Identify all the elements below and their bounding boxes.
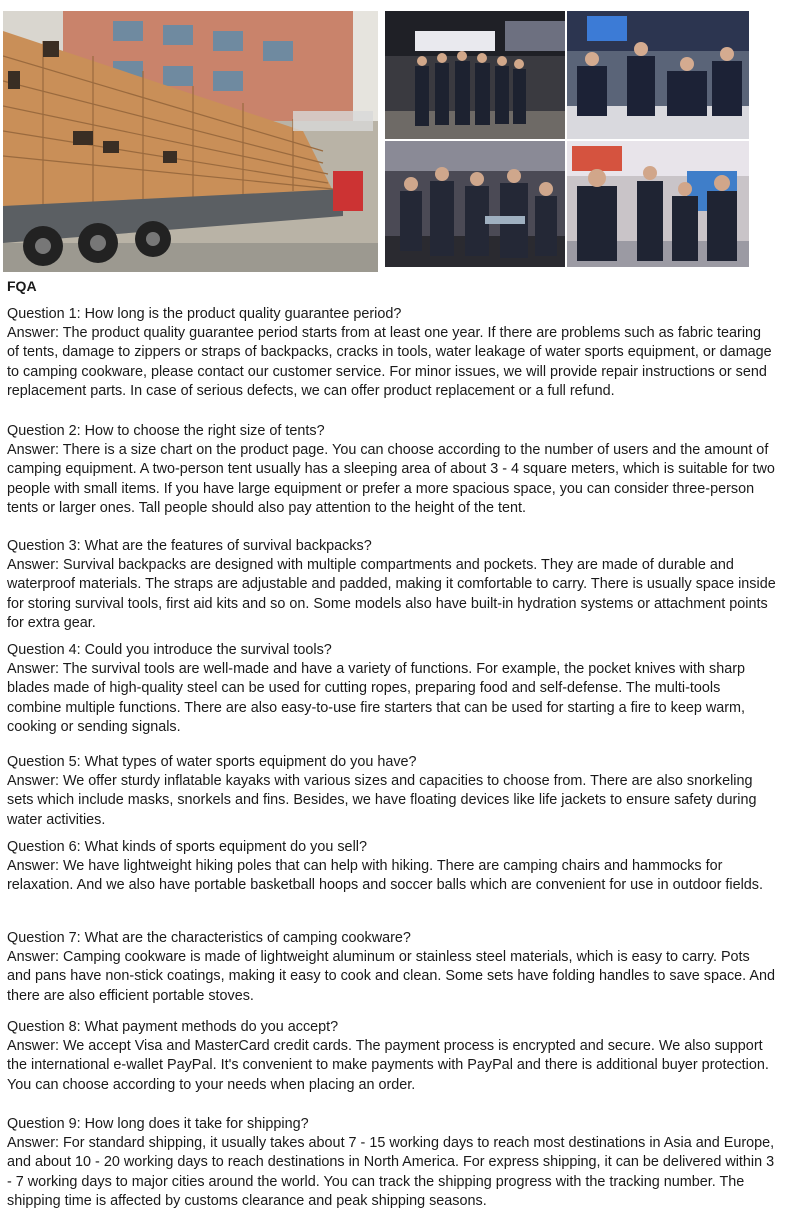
exhibition-crowd-photo bbox=[567, 141, 749, 267]
exhibition-group-photo bbox=[385, 11, 565, 139]
faq-item-6 bbox=[7, 838, 777, 896]
faq-item-5 bbox=[7, 753, 777, 830]
faq-question-1: Question 1: How long is the product quality guarantee period? bbox=[7, 306, 402, 322]
faq-answer-9: Answer: For standard shipping, it usually takes about 7 - 15 working days to reach most destinations in Asia and Europe, and about 10 - 20 working days to reach destinations in North America. For express shipping, it can be delivered within 3 - 7 working days to major cities around the world. You can track the shipping progress with the tracking number. The shipping time is affected by customs clearance and peak shipping seasons. bbox=[7, 1135, 775, 1209]
faq-answer-1: Answer: The product quality guarantee period starts from at least one year. If there are problems such as fabric tearing of tents, damage to zippers or straps of backpacks, cracks in tools, water leakage of water sports equipment, or damage to camping cookware, please contact our customer service. For minor issues, we will provide repair instructions or send replacement parts. In case of serious defects, we can offer product replacement or a full refund. bbox=[7, 325, 772, 399]
faq-question-6: Question 6: What kinds of sports equipment do you sell? bbox=[7, 839, 367, 855]
faq-item-4 bbox=[7, 641, 777, 737]
faq-item-1 bbox=[7, 305, 777, 401]
faq-item-8 bbox=[7, 1018, 777, 1095]
faq-answer-2: Answer: There is a size chart on the product page. You can choose according to the number of users and the amount of camping equipment. A two-person tent usually has a sleeping area of about 3 - 4 square meters, which is suitable for two people with small items. If you have large equipment or prefer a more spacious space, you can consider three-person tents or larger ones. Tall people should also pay attention to the height of the tent. bbox=[7, 442, 775, 516]
faq-item-2 bbox=[7, 422, 777, 518]
faq-question-2: Question 2: How to choose the right size of tents? bbox=[7, 423, 325, 439]
exhibition-seated-photo bbox=[567, 11, 749, 139]
faq-answer-8: Answer: We accept Visa and MasterCard credit cards. The payment process is encrypted and secure. We also support the international e-wallet PayPal. It's convenient to make payments with PayPal and there is additional buyer protection. You can choose according to your needs when placing an order. bbox=[7, 1038, 769, 1093]
faq-question-9: Question 9: How long does it take for shipping? bbox=[7, 1116, 309, 1132]
faq-question-4: Question 4: Could you introduce the survival tools? bbox=[7, 642, 332, 658]
faq-item-7 bbox=[7, 929, 777, 1006]
faq-answer-3: Answer: Survival backpacks are designed with multiple compartments and pockets. They are made of durable and waterproof materials. The straps are adjustable and padded, making it comfortable to carry. There is usually space inside for storing survival tools, first aid kits and so on. Some models also have built-in hydration systems or attachment points for extra gear. bbox=[7, 557, 776, 631]
faq-item-9 bbox=[7, 1115, 777, 1211]
faq-item-3 bbox=[7, 537, 777, 633]
faq-question-7: Question 7: What are the characteristics of camping cookware? bbox=[7, 930, 411, 946]
fqa-heading: FQA bbox=[7, 278, 37, 294]
faq-answer-7: Answer: Camping cookware is made of lightweight aluminum or stainless steel materials, which is easy to carry. Pots and pans have non-stick coatings, making it easy to cook and clean. Some sets have folding handles to save space. And there are also efficient portable stoves. bbox=[7, 949, 775, 1004]
exhibition-product-demo-photo bbox=[385, 141, 565, 267]
faq-answer-5: Answer: We offer sturdy inflatable kayaks with various sizes and capacities to choose from. There are also snorkeling sets which include masks, snorkels and fins. Besides, we have floating devices like life jackets to ensure safety during water activities. bbox=[7, 773, 757, 828]
faq-answer-6: Answer: We have lightweight hiking poles that can help with hiking. There are camping chairs and hammocks for relaxation. And we also have portable basketball hoops and soccer balls which are convenient for use in outdoor fields. bbox=[7, 858, 763, 894]
faq-answer-4: Answer: The survival tools are well-made and have a variety of functions. For example, the pocket knives with sharp blades made of high-quality steel can be used for cutting ropes, preparing food and self-defense. The multi-tools combine multiple functions. There are also easy-to-use fire starters that can be used for starting a fire to keep warm, cooking or sending signals. bbox=[7, 661, 746, 735]
faq-question-8: Question 8: What payment methods do you accept? bbox=[7, 1019, 339, 1035]
truck-loading-photo bbox=[3, 11, 378, 272]
faq-question-3: Question 3: What are the features of survival backpacks? bbox=[7, 538, 372, 554]
faq-question-5: Question 5: What types of water sports equipment do you have? bbox=[7, 754, 417, 770]
